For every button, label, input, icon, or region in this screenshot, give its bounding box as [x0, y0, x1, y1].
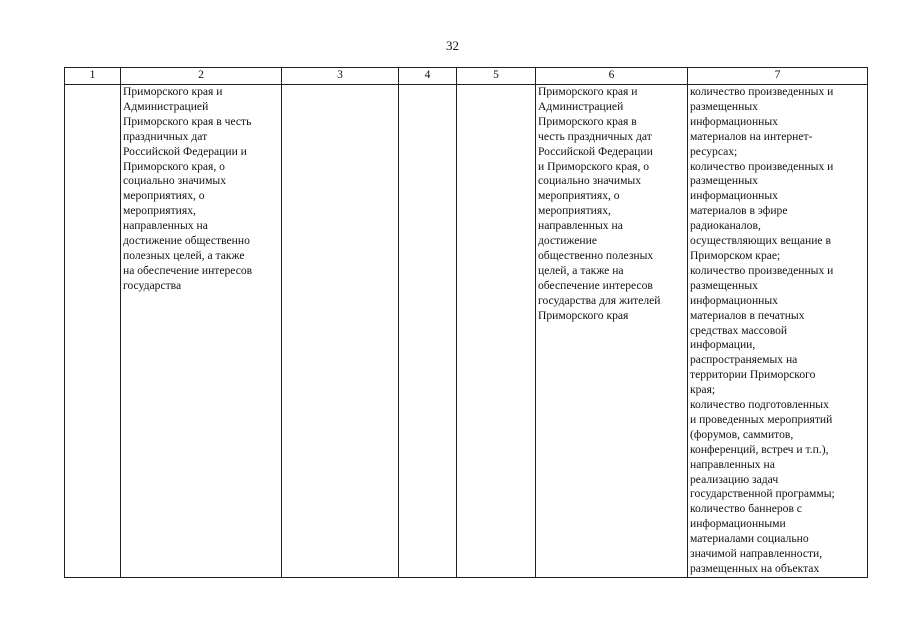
cell-text-line: общественно полезных	[538, 248, 654, 262]
cell-text-line: размещенных	[690, 278, 758, 292]
cell-text-line: честь праздничных дат	[538, 129, 652, 143]
cell-text-line: мероприятиях,	[123, 204, 196, 218]
table-row	[65, 85, 868, 578]
cell-text-line: количество баннеров с	[690, 502, 802, 516]
cell-text-line: мероприятиях,	[538, 204, 611, 218]
cell-text-line: количество произведенных и	[690, 85, 834, 98]
cell-col-2	[121, 85, 282, 578]
cell-text-line: средствах массовой	[690, 323, 788, 337]
cell-col-5	[457, 85, 536, 578]
cell-text-line: социально значимых	[123, 174, 226, 188]
column-header-1: 1	[65, 68, 121, 85]
cell-text-line: праздничных дат	[123, 129, 208, 143]
column-header-5: 5	[457, 68, 536, 85]
cell-text-line: направленных на	[690, 457, 775, 471]
program-table	[64, 67, 868, 578]
cell-text-line: ресурсах;	[690, 144, 738, 158]
cell-text-line: размещенных	[690, 174, 758, 188]
cell-text-line: государственной программы;	[690, 487, 835, 501]
cell-text-line: Администрацией	[538, 99, 624, 113]
cell-text-line: Российской Федерации	[538, 144, 653, 158]
cell-text-line: размещенных на объектах	[690, 562, 820, 575]
cell-text-line: осуществляющих вещание в	[690, 234, 831, 248]
cell-text-line: Российской Федерации и	[123, 144, 247, 158]
cell-text-line: Приморского края в честь	[123, 114, 252, 128]
cell-text-line: Приморского края и	[538, 85, 638, 98]
cell-text-line: реализацию задач	[690, 472, 779, 486]
cell-text-line: направленных на	[123, 219, 208, 233]
cell-text-line: информационных	[690, 114, 778, 128]
cell-text-line: количество произведенных и	[690, 263, 834, 277]
cell-text-line: радиоканалов,	[690, 219, 761, 233]
cell-text-line: мероприятиях, о	[538, 189, 620, 203]
cell-text-line: государства	[123, 278, 182, 292]
cell-text-line: количество подготовленных	[690, 398, 829, 412]
cell-col-4	[399, 85, 457, 578]
cell-text-line: (форумов, саммитов,	[690, 427, 794, 441]
cell-text-line: и Приморского края, о	[538, 159, 650, 173]
column-header-2: 2	[121, 68, 282, 85]
cell-text-line: Приморского края в	[538, 114, 637, 128]
cell-col-6	[536, 85, 688, 578]
cell-text-line: размещенных	[690, 99, 758, 113]
cell-text-line: информационных	[690, 293, 778, 307]
cell-text-line: Приморского края и	[123, 85, 223, 98]
cell-text-line: Приморского края, о	[123, 159, 225, 173]
cell-col-7	[688, 85, 868, 578]
cell-text-line: информационными	[690, 517, 786, 531]
column-header-6: 6	[536, 68, 688, 85]
column-header-3: 3	[282, 68, 399, 85]
cell-text-line: достижение общественно	[123, 234, 250, 248]
cell-text-line: направленных на	[538, 219, 623, 233]
cell-text-line: полезных целей, а также	[123, 248, 245, 262]
cell-text-line: края;	[690, 383, 716, 397]
cell-text-line: Приморском крае;	[690, 248, 781, 262]
cell-text-line: Приморского края	[538, 308, 629, 322]
cell-col-1	[65, 85, 121, 578]
cell-text-line: материалов в печатных	[690, 308, 805, 322]
cell-text-line: и проведенных мероприятий	[690, 412, 833, 426]
cell-text-line: обеспечение интересов	[538, 278, 653, 292]
cell-text-line: материалов на интернет-	[690, 129, 813, 143]
cell-text-line: распространяемых на	[690, 353, 798, 367]
cell-text-line: территории Приморского	[690, 368, 816, 382]
cell-text-line: количество произведенных и	[690, 159, 834, 173]
header-row	[65, 68, 868, 85]
cell-text-line: целей, а также на	[538, 263, 624, 277]
column-header-4: 4	[399, 68, 457, 85]
cell-text-line: государства для жителей	[538, 293, 661, 307]
cell-text-line: на обеспечение интересов	[123, 263, 253, 277]
column-header-7: 7	[688, 68, 868, 85]
cell-col-3	[282, 85, 399, 578]
cell-text-line: Администрацией	[123, 99, 209, 113]
cell-text-line: конференций, встреч и т.п.),	[690, 442, 829, 456]
cell-text-line: значимой направленности,	[690, 547, 823, 561]
cell-text-line: информационных	[690, 189, 778, 203]
page-number: 32	[446, 38, 459, 53]
cell-text-line: материалами социально	[690, 532, 809, 546]
cell-text-line: информации,	[690, 338, 756, 352]
cell-text-line: мероприятиях, о	[123, 189, 205, 203]
cell-text-line: социально значимых	[538, 174, 641, 188]
cell-text-line: материалов в эфире	[690, 204, 788, 218]
cell-text-line: достижение	[538, 234, 597, 248]
